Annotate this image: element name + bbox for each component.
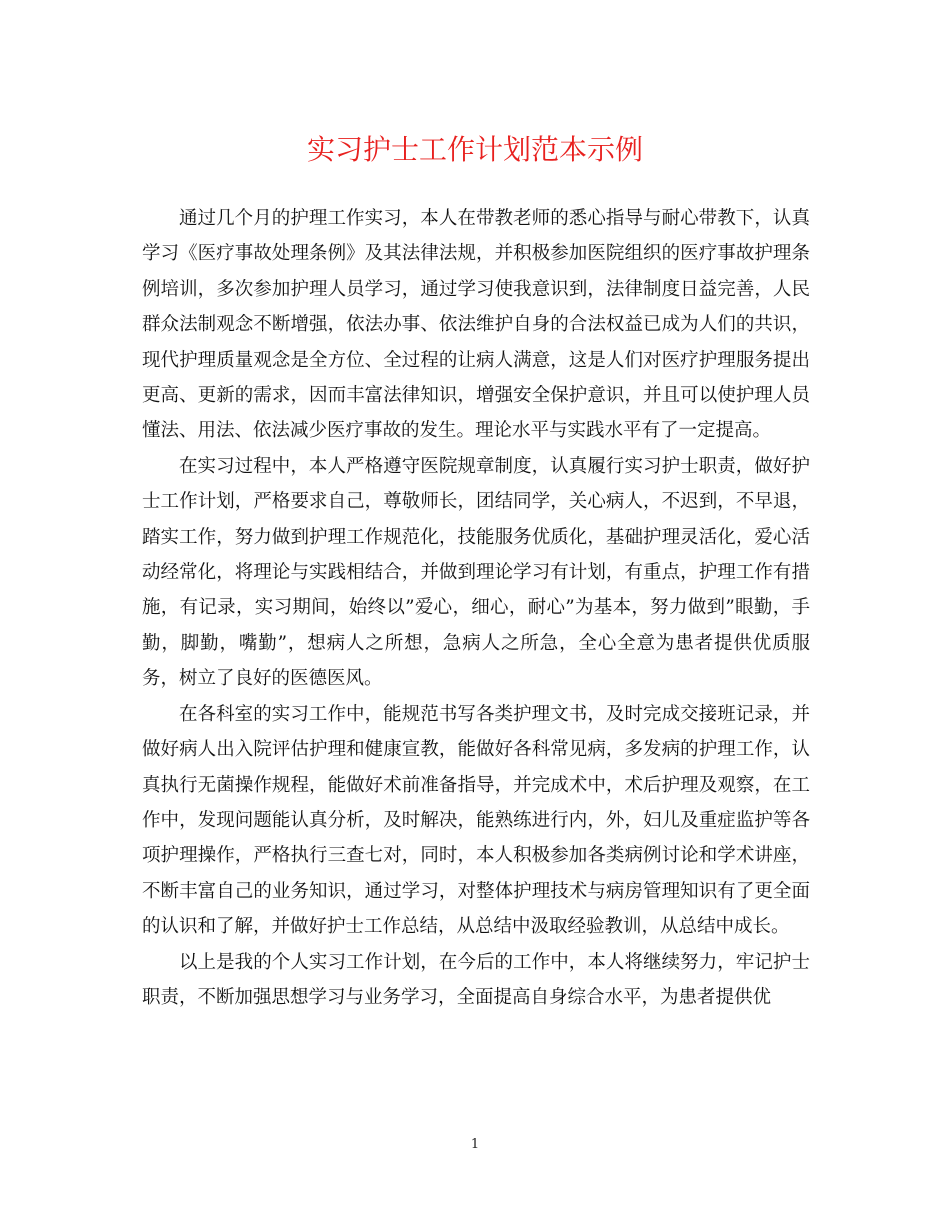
paragraph-1: 通过几个月的护理工作实习，本人在带教老师的悉心指导与耐心带教下，认真学习《医疗事故处理条例》及其法律法规，并积极参加医院组织的医疗事故护理条例培训，多次参加护理人员学习，通过学习使我意识到，法律制度日益完善，人民群众法制观念不断增强，依法办事、依法维护自身的合法权益已成为人们的共识，现代护理质量观念是全方位、全过程的让病人满意，这是人们对医疗护理服务提出更高、更新的需求，因而丰富法律知识，增强安全保护意识，并且可以使护理人员懂法、用法、依法减少医疗事故的发生。理论水平与实践水平有了一定提高。 [142, 208, 810, 442]
paragraph-3: 在各科室的实习工作中，能规范书写各类护理文书，及时完成交接班记录，并做好病人出入院评估护理和健康宣教，能做好各科常见病，多发病的护理工作，认真执行无菌操作规程，能做好术前准备指导，并完成术中，术后护理及观察，在工作中，发现问题能认真分析，及时解决，能熟练进行内，外，妇儿及重症监护等各项护理操作，严格执行三查七对，同时，本人积极参加各类病例讨论和学术讲座，不断丰富自己的业务知识，通过学习，对整体护理技术与病房管理知识有了更全面的认识和了解，并做好护士工作总结，从总结中汲取经验教训，从总结中成长。 [142, 703, 810, 938]
paragraph-2: 在实习过程中，本人严格遵守医院规章制度，认真履行实习护士职责，做好护士工作计划，严格要求自己，尊敬师长，团结同学，关心病人，不迟到，不早退，踏实工作，努力做到护理工作规范化，技能服务优质化，基础护理灵活化，爱心活动经常化，将理论与实践相结合，并做到理论学习有计划，有重点，护理工作有措施，有记录，实习期间，始终以”爱心，细心，耐心”为基本，努力做到”眼勤，手勤，脚勤，嘴勤”，想病人之所想，急病人之所急，全心全意为患者提供优质服务，树立了良好的医德医风。 [142, 455, 810, 690]
page-number: 1 [470, 1137, 480, 1152]
document-title: 实习护士工作计划范本示例 [306, 133, 643, 166]
paragraph-4: 以上是我的个人实习工作计划，在今后的工作中，本人将继续努力，牢记护士职责，不断加强思想学习与业务学习，全面提高自身综合水平，为患者提供优 [142, 951, 810, 1008]
document-body [142, 201, 810, 1015]
